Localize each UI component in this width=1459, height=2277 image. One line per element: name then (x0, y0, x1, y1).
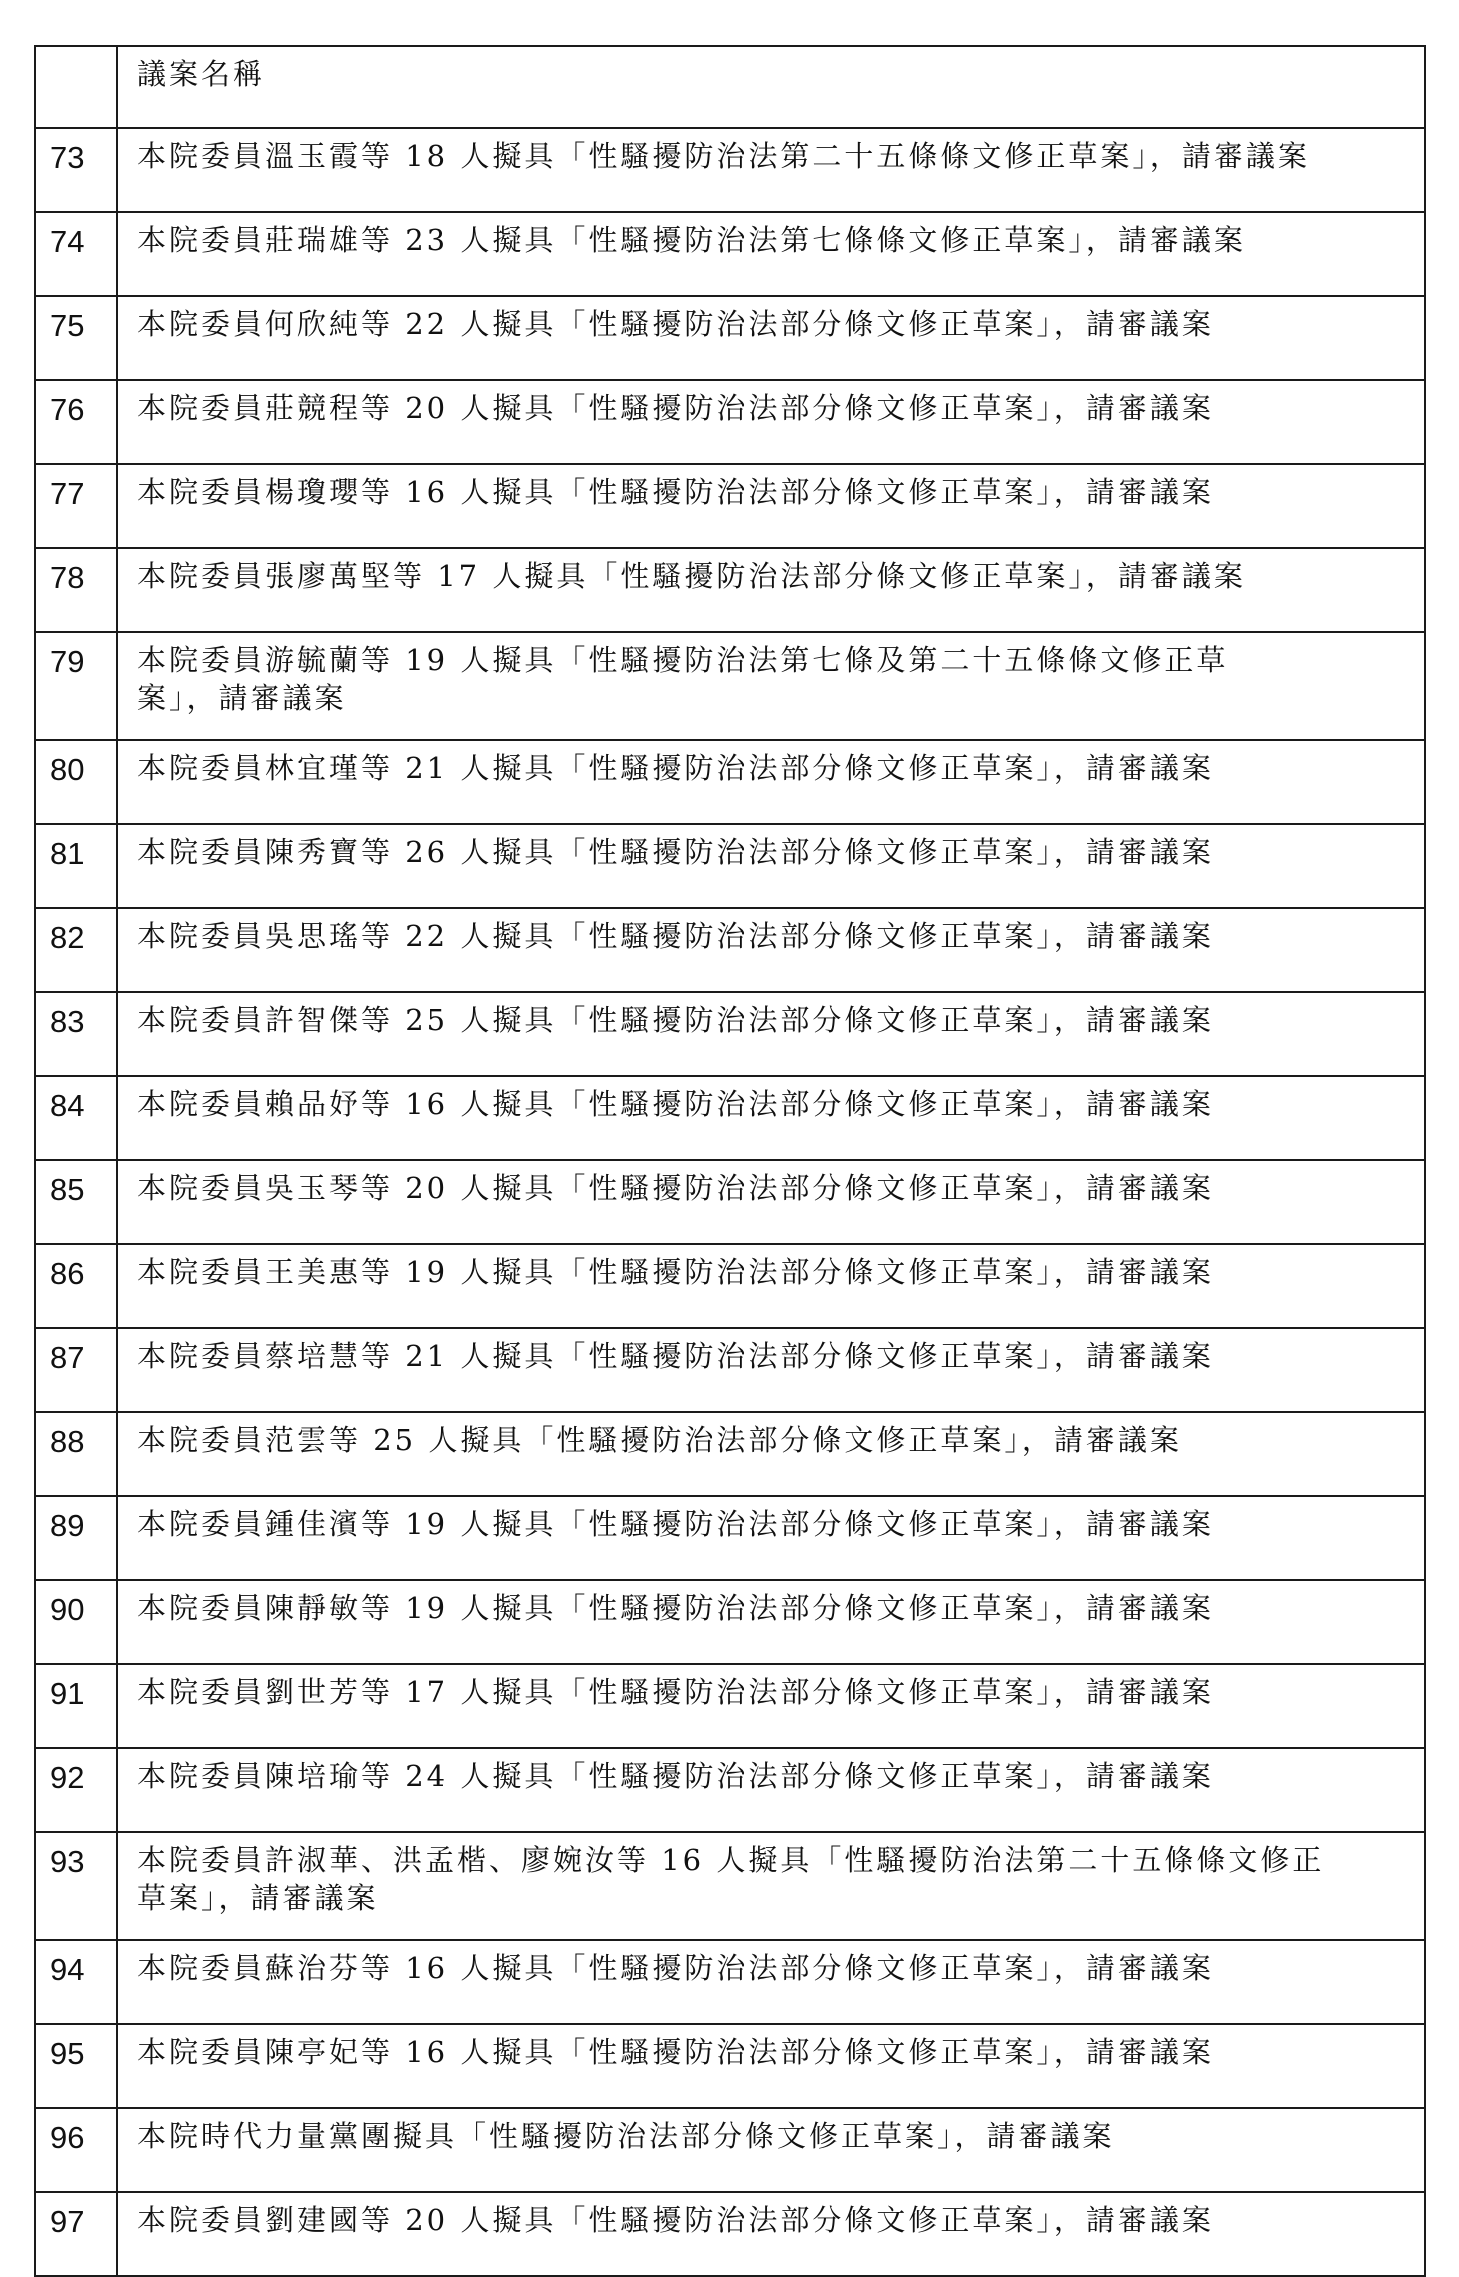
table-row (35, 1940, 1425, 2024)
bill-name-cell: 本院委員王美惠等 19 人擬具「性騷擾防治法部分條文修正草案」，請審議案 (117, 1244, 1425, 1328)
bill-number-cell: 85 (35, 1160, 117, 1244)
table-row (35, 212, 1425, 296)
bill-number-cell: 94 (35, 1940, 117, 2024)
bill-name-cell: 本院委員莊瑞雄等 23 人擬具「性騷擾防治法第七條條文修正草案」，請審議案 (117, 212, 1425, 296)
bill-name-cell: 本院委員賴品妤等 16 人擬具「性騷擾防治法部分條文修正草案」，請審議案 (117, 1076, 1425, 1160)
bill-number-cell: 95 (35, 2024, 117, 2108)
table-row (35, 548, 1425, 632)
bill-name-cell: 本院委員莊競程等 20 人擬具「性騷擾防治法部分條文修正草案」，請審議案 (117, 380, 1425, 464)
table-row (35, 1496, 1425, 1580)
table-row (35, 128, 1425, 212)
bill-number-cell: 84 (35, 1076, 117, 1160)
bill-name-cell: 本院委員楊瓊瓔等 16 人擬具「性騷擾防治法部分條文修正草案」，請審議案 (117, 464, 1425, 548)
bill-number-cell: 81 (35, 824, 117, 908)
bill-name-cell: 本院委員吳玉琴等 20 人擬具「性騷擾防治法部分條文修正草案」，請審議案 (117, 1160, 1425, 1244)
bill-name-cell: 本院委員許淑華、洪孟楷、廖婉汝等 16 人擬具「性騷擾防治法第二十五條條文修正 草案」，請審議案 (117, 1832, 1425, 1940)
header-number-cell (35, 46, 117, 128)
bill-name-cell: 本院委員劉世芳等 17 人擬具「性騷擾防治法部分條文修正草案」，請審議案 (117, 1664, 1425, 1748)
bill-name-cell: 本院委員范雲等 25 人擬具「性騷擾防治法部分條文修正草案」，請審議案 (117, 1412, 1425, 1496)
bill-number-cell: 78 (35, 548, 117, 632)
bill-name-cell: 本院委員蔡培慧等 21 人擬具「性騷擾防治法部分條文修正草案」，請審議案 (117, 1328, 1425, 1412)
bill-name-cell: 本院委員張廖萬堅等 17 人擬具「性騷擾防治法部分條文修正草案」，請審議案 (117, 548, 1425, 632)
table-row (35, 1580, 1425, 1664)
bill-name-cell: 本院委員陳靜敏等 19 人擬具「性騷擾防治法部分條文修正草案」，請審議案 (117, 1580, 1425, 1664)
table-row (35, 908, 1425, 992)
bill-number-cell: 90 (35, 1580, 117, 1664)
bill-name-cell: 本院委員鍾佳濱等 19 人擬具「性騷擾防治法部分條文修正草案」，請審議案 (117, 1496, 1425, 1580)
bill-number-cell: 77 (35, 464, 117, 548)
table-row (35, 2024, 1425, 2108)
table-row (35, 296, 1425, 380)
bill-name-cell: 本院委員許智傑等 25 人擬具「性騷擾防治法部分條文修正草案」，請審議案 (117, 992, 1425, 1076)
table-row (35, 2108, 1425, 2192)
bill-number-cell: 75 (35, 296, 117, 380)
bill-number-cell: 89 (35, 1496, 117, 1580)
bill-name-cell: 本院委員陳培瑜等 24 人擬具「性騷擾防治法部分條文修正草案」，請審議案 (117, 1748, 1425, 1832)
bill-number-cell: 86 (35, 1244, 117, 1328)
bill-number-cell: 79 (35, 632, 117, 740)
table-header-row (35, 46, 1425, 128)
table-row (35, 740, 1425, 824)
bill-name-cell: 本院委員劉建國等 20 人擬具「性騷擾防治法部分條文修正草案」，請審議案 (117, 2192, 1425, 2276)
bill-name-cell: 本院委員陳亭妃等 16 人擬具「性騷擾防治法部分條文修正草案」，請審議案 (117, 2024, 1425, 2108)
bill-name-cell: 本院委員何欣純等 22 人擬具「性騷擾防治法部分條文修正草案」，請審議案 (117, 296, 1425, 380)
bill-name-cell: 本院委員林宜瑾等 21 人擬具「性騷擾防治法部分條文修正草案」，請審議案 (117, 740, 1425, 824)
table-row (35, 1664, 1425, 1748)
header-name-cell: 議案名稱 (117, 46, 1425, 128)
bill-number-cell: 83 (35, 992, 117, 1076)
table-row (35, 824, 1425, 908)
table-row (35, 2192, 1425, 2276)
bill-number-cell: 74 (35, 212, 117, 296)
bill-number-cell: 91 (35, 1664, 117, 1748)
table-row (35, 1748, 1425, 1832)
bill-number-cell: 73 (35, 128, 117, 212)
bill-name-cell: 本院委員蘇治芬等 16 人擬具「性騷擾防治法部分條文修正草案」，請審議案 (117, 1940, 1425, 2024)
table-row (35, 992, 1425, 1076)
bill-number-cell: 82 (35, 908, 117, 992)
table-row (35, 1076, 1425, 1160)
bill-number-cell: 80 (35, 740, 117, 824)
table-row (35, 1160, 1425, 1244)
table-row (35, 632, 1425, 740)
table-row (35, 464, 1425, 548)
table-row (35, 1412, 1425, 1496)
bill-table (34, 45, 1426, 2277)
bill-name-cell: 本院委員游毓蘭等 19 人擬具「性騷擾防治法第七條及第二十五條條文修正草 案」，請審議案 (117, 632, 1425, 740)
bill-number-cell: 87 (35, 1328, 117, 1412)
table-row (35, 1244, 1425, 1328)
bill-number-cell: 88 (35, 1412, 117, 1496)
bill-table-body (35, 46, 1425, 2276)
bill-name-cell: 本院委員溫玉霞等 18 人擬具「性騷擾防治法第二十五條條文修正草案」，請審議案 (117, 128, 1425, 212)
bill-number-cell: 76 (35, 380, 117, 464)
bill-number-cell: 92 (35, 1748, 117, 1832)
table-row (35, 1832, 1425, 1940)
table-row (35, 380, 1425, 464)
bill-number-cell: 96 (35, 2108, 117, 2192)
table-row (35, 1328, 1425, 1412)
bill-name-cell: 本院委員陳秀寶等 26 人擬具「性騷擾防治法部分條文修正草案」，請審議案 (117, 824, 1425, 908)
bill-name-cell: 本院時代力量黨團擬具「性騷擾防治法部分條文修正草案」，請審議案 (117, 2108, 1425, 2192)
bill-name-cell: 本院委員吳思瑤等 22 人擬具「性騷擾防治法部分條文修正草案」，請審議案 (117, 908, 1425, 992)
bill-number-cell: 93 (35, 1832, 117, 1940)
bill-number-cell: 97 (35, 2192, 117, 2276)
